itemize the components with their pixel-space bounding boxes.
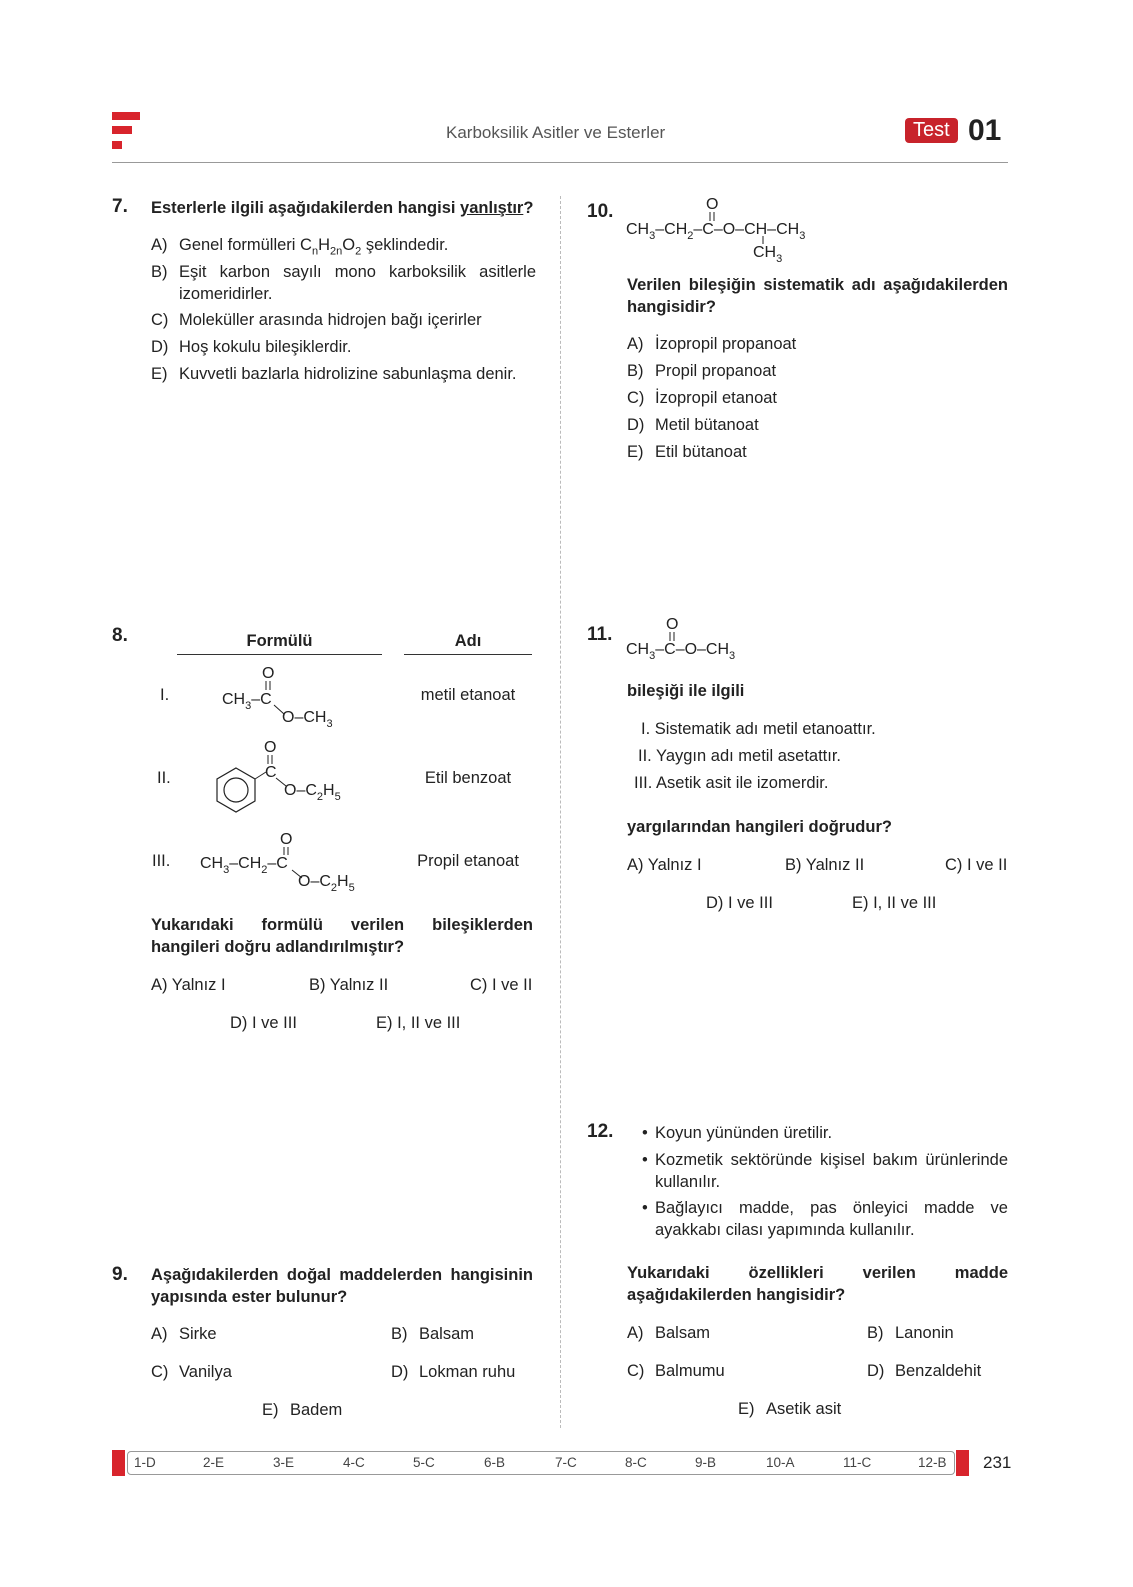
question-9-option-e[interactable]: E) Badem bbox=[262, 1401, 343, 1419]
answer-key-item: 2-E bbox=[203, 1455, 225, 1470]
svg-text:CH3: $CH_3$ bbox=[753, 244, 783, 265]
question-11-option-d[interactable]: D) I ve III bbox=[706, 894, 773, 912]
question-9-option-a[interactable]: A) Sirke bbox=[151, 1325, 217, 1343]
question-8-stem: Yukarıdaki formülü verilen bileşiklerden hangileri doğru adlandırılmıştır? bbox=[151, 916, 533, 956]
question-8-number: 8. bbox=[112, 625, 128, 646]
question-12-option-c[interactable]: C) Balmumu bbox=[627, 1362, 725, 1380]
row-2-name: Etil benzoat bbox=[424, 769, 512, 787]
formula-methyl-acetate bbox=[622, 610, 762, 666]
test-badge: Test bbox=[905, 118, 958, 143]
formula-methyl-ethanoate bbox=[218, 660, 358, 732]
answer-key-item: 9-B bbox=[695, 1455, 717, 1470]
row-3-name: Propil etanoat bbox=[417, 852, 519, 870]
question-12-number: 12. bbox=[587, 1121, 614, 1142]
page-title: Karboksilik Asitler ve Esterler bbox=[446, 123, 666, 142]
answer-key-item: 10-A bbox=[766, 1455, 795, 1470]
formula-question-10 bbox=[622, 190, 832, 266]
question-7-option-e[interactable]: E) Kuvvetli bazlarla hidrolizine sabunlaşma denir. bbox=[151, 365, 517, 383]
svg-text:O–C2H5: $O-C_2H_5$ bbox=[284, 782, 341, 803]
svg-text:CH3–C: $CH_3-C$ bbox=[222, 691, 272, 712]
question-11-intro: bileşiği ile ilgili bbox=[627, 682, 745, 700]
question-11-option-b[interactable]: B) Yalnız II bbox=[785, 856, 865, 874]
answer-key-item: 11-C bbox=[843, 1455, 872, 1470]
question-10-option-d[interactable]: D) Metil bütanoat bbox=[627, 416, 759, 434]
svg-text:O: O bbox=[280, 831, 293, 848]
answer-key-item: 4-C bbox=[343, 1455, 365, 1470]
question-8-option-b[interactable]: B) Yalnız II bbox=[309, 976, 389, 994]
question-11-option-e[interactable]: E) I, II ve III bbox=[852, 894, 937, 912]
question-9-number: 9. bbox=[112, 1264, 128, 1285]
question-7-option-c[interactable]: C) Moleküller arasında hidrojen bağı içerirler bbox=[151, 311, 482, 329]
row-3-roman: III. bbox=[152, 852, 171, 870]
answer-key-item: 3-E bbox=[273, 1455, 295, 1470]
question-12-stem: Yukarıdaki özellikleri verilen madde aşağıdakilerden hangisidir? bbox=[627, 1264, 1008, 1304]
answer-key-item: 5-C bbox=[413, 1455, 435, 1470]
svg-text:C: C bbox=[265, 764, 277, 781]
statement-1: I. Sistematik adı metil etanoattır. bbox=[641, 720, 876, 738]
row-1-name: metil etanoat bbox=[420, 686, 516, 704]
header-divider bbox=[112, 162, 1008, 163]
question-11-option-a[interactable]: A) Yalnız I bbox=[627, 856, 702, 874]
question-10-option-e[interactable]: E) Etil bütanoat bbox=[627, 443, 747, 461]
bullet-3: • Bağlayıcı madde, pas önleyici madde ve ayakkabı cilası yapımında kullanılır. bbox=[642, 1199, 1008, 1239]
question-9-stem: Aşağıdakilerden doğal maddelerden hangisinin yapısında ester bulunur? bbox=[151, 1266, 533, 1306]
question-7-stem: Esterlerle ilgili aşağıdakilerden hangisi yanlıştır? bbox=[151, 199, 534, 217]
answer-key-item: 7-C bbox=[555, 1455, 577, 1470]
question-7-option-b[interactable]: B) Eşit karbon sayılı mono karboksilik asitlerle izomeridirler. bbox=[151, 263, 536, 303]
svg-text:O–CH3: $O-CH_3$ bbox=[282, 709, 333, 730]
question-9-option-d[interactable]: D) Lokman ruhu bbox=[391, 1363, 516, 1381]
answer-key-bar bbox=[127, 1451, 955, 1475]
question-9-option-c[interactable]: C) Vanilya bbox=[151, 1363, 232, 1381]
bullet-2: • Kozmetik sektöründe kişisel bakım ürünlerinde kullanılır. bbox=[642, 1151, 1008, 1191]
answer-key-item: 8-C bbox=[625, 1455, 647, 1470]
question-8-option-c[interactable]: C) I ve II bbox=[470, 976, 533, 994]
svg-text:O: O bbox=[264, 739, 277, 756]
svg-text:O: O bbox=[706, 196, 719, 213]
footer-marker-right bbox=[956, 1450, 969, 1476]
question-10-option-c[interactable]: C) İzopropil etanoat bbox=[627, 389, 778, 407]
question-8-option-a[interactable]: A) Yalnız I bbox=[151, 976, 226, 994]
svg-text:O–C2H5: $O-C_2H_5$ bbox=[298, 873, 355, 894]
formula-ethyl-benzoate bbox=[210, 736, 360, 816]
question-9-option-b[interactable]: B) Balsam bbox=[391, 1325, 475, 1343]
footer-marker-left bbox=[112, 1450, 125, 1476]
formula-propyl-ethanoate bbox=[196, 826, 376, 898]
question-10-option-a[interactable]: A) İzopropil propanoat bbox=[627, 335, 797, 353]
answer-key-item: 1-D bbox=[134, 1455, 156, 1470]
svg-text:CH3–CH2–C–O–CH–CH3: $CH_3-CH_2-C-O-CH-CH_3$ bbox=[626, 221, 806, 242]
question-7-option-a[interactable]: A) Genel formülleri $C_nH_{2n}O_2$ şeklindedir. bbox=[151, 236, 449, 258]
table-header-formula: Formülü bbox=[177, 632, 382, 655]
svg-text:CH3–C–O–CH3: $CH_3-C-O-CH_3$ bbox=[626, 641, 736, 662]
brand-logo bbox=[112, 112, 142, 152]
svg-text:O: O bbox=[262, 665, 275, 682]
row-1-roman: I. bbox=[160, 686, 170, 704]
question-11-stem: yargılarından hangileri doğrudur? bbox=[627, 818, 892, 836]
bullet-1: • Koyun yününden üretilir. bbox=[642, 1124, 833, 1142]
column-divider bbox=[560, 196, 561, 1428]
question-11-number: 11. bbox=[587, 624, 613, 645]
svg-text:CH3–CH2–C: $CH_3-CH_2-C$ bbox=[200, 855, 288, 876]
question-7-option-d[interactable]: D) Hoş kokulu bileşiklerdir. bbox=[151, 338, 352, 356]
question-8-option-d[interactable]: D) I ve III bbox=[230, 1014, 297, 1032]
question-12-option-b[interactable]: B) Lanonin bbox=[867, 1324, 954, 1342]
question-10-option-b[interactable]: B) Propil propanoat bbox=[627, 362, 777, 380]
svg-text:O: O bbox=[666, 616, 679, 633]
statement-3: III. Asetik asit ile izomerdir. bbox=[634, 774, 829, 792]
test-number: 01 bbox=[968, 114, 1002, 147]
answer-key-item: 12-B bbox=[918, 1455, 947, 1470]
row-2-roman: II. bbox=[157, 769, 171, 787]
question-11-option-c[interactable]: C) I ve II bbox=[945, 856, 1008, 874]
statement-2: II. Yaygın adı metil asetattır. bbox=[638, 747, 841, 765]
table-header-name: Adı bbox=[404, 632, 532, 655]
page-number: 231 bbox=[983, 1453, 1012, 1472]
question-12-option-a[interactable]: A) Balsam bbox=[627, 1324, 711, 1342]
question-7-number: 7. bbox=[112, 196, 128, 217]
question-8-option-e[interactable]: E) I, II ve III bbox=[376, 1014, 461, 1032]
answer-key-item: 6-B bbox=[484, 1455, 506, 1470]
question-10-number: 10. bbox=[587, 201, 614, 222]
question-12-option-e[interactable]: E) Asetik asit bbox=[738, 1400, 842, 1418]
question-10-stem: Verilen bileşiğin sistematik adı aşağıdakilerden hangisidir? bbox=[627, 276, 1008, 316]
question-12-option-d[interactable]: D) Benzaldehit bbox=[867, 1362, 982, 1380]
